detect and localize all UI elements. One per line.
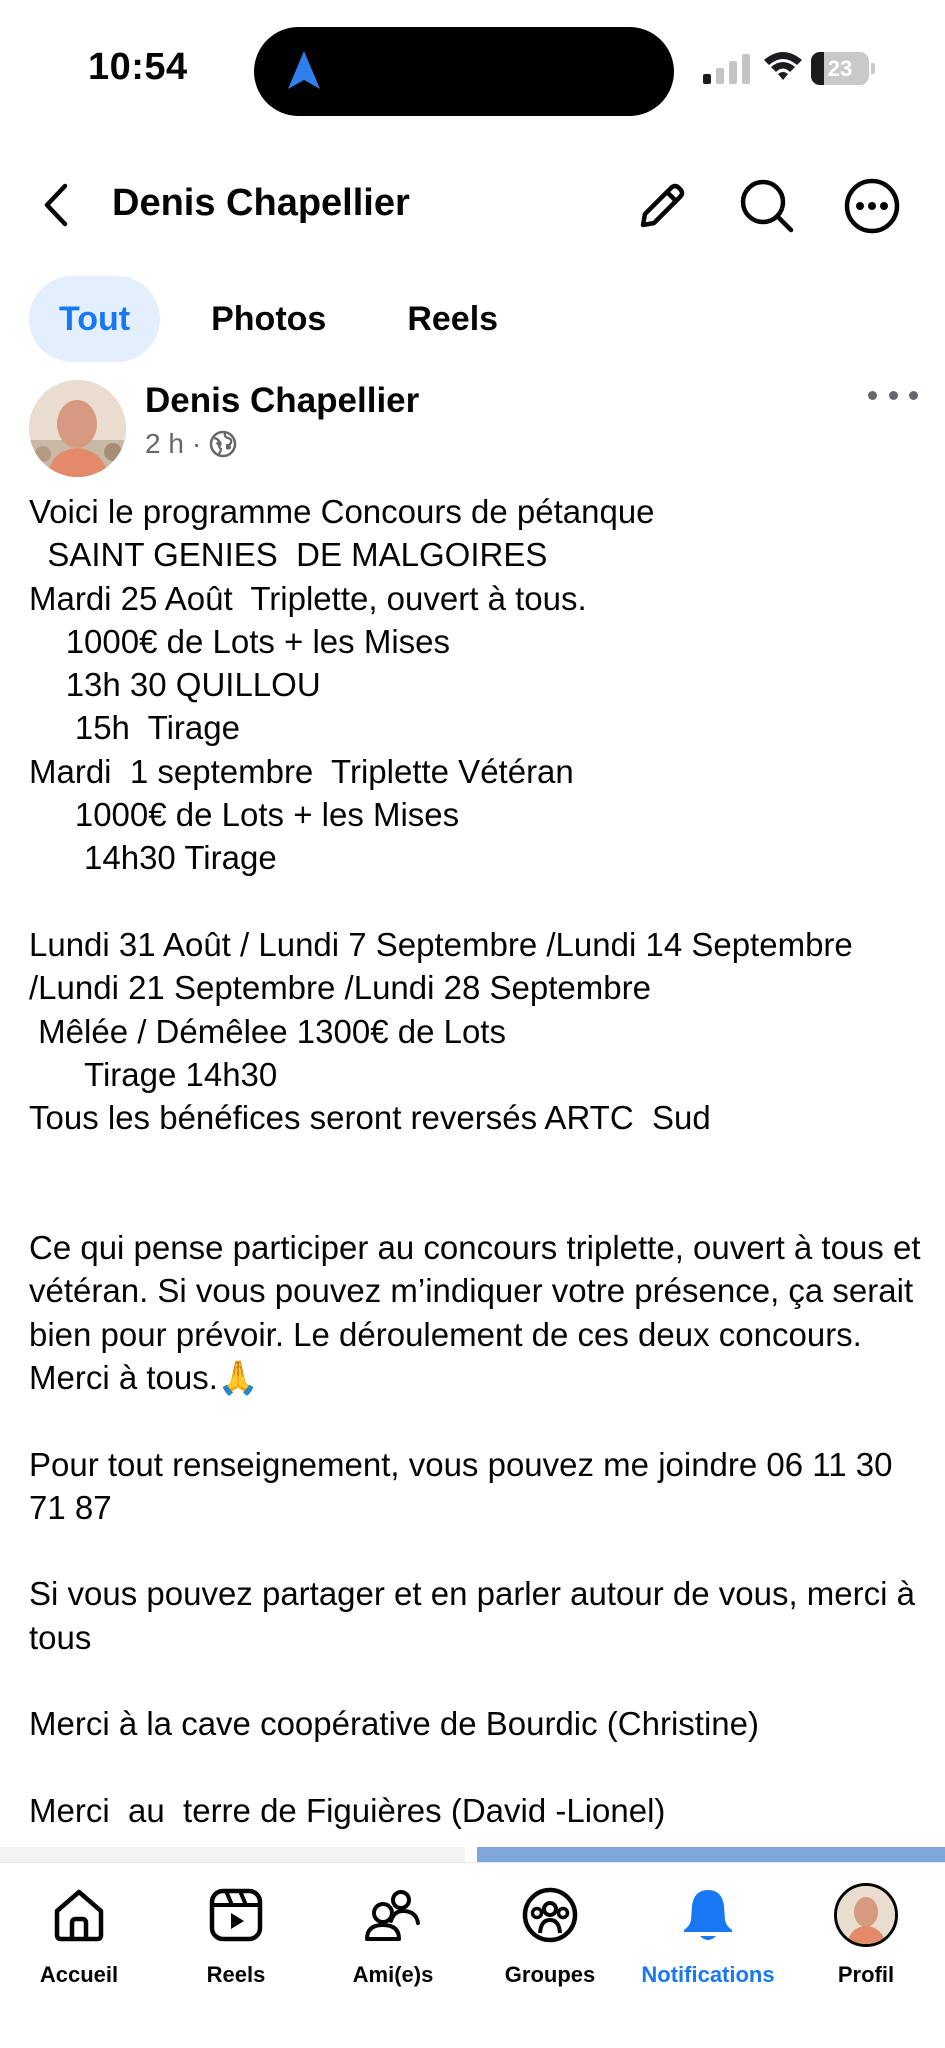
- profile-header: [0, 160, 945, 250]
- nav-amis[interactable]: [314, 1863, 472, 1987]
- nav-notifications[interactable]: [629, 1863, 787, 1987]
- dynamic-island: [254, 27, 674, 116]
- wifi-icon: [762, 48, 804, 84]
- post-meta: [145, 428, 237, 460]
- globe-icon: [209, 430, 237, 458]
- author-avatar[interactable]: [29, 380, 126, 477]
- status-time: 10:54: [88, 46, 188, 88]
- cellular-signal-icon: [703, 54, 751, 84]
- bottom-navigation: [0, 1862, 945, 2048]
- nav-label-amis: Ami(e)s: [352, 1962, 434, 1987]
- groups-icon: [521, 1886, 579, 1944]
- nav-groupes[interactable]: [471, 1863, 629, 1987]
- nav-accueil[interactable]: [0, 1863, 158, 1987]
- search-icon: [738, 177, 796, 235]
- nav-profil[interactable]: [787, 1863, 945, 1987]
- post-author-name[interactable]: Denis Chapellier: [145, 381, 420, 420]
- back-button[interactable]: [34, 180, 78, 230]
- nav-label-notifications: Notifications: [641, 1962, 775, 1987]
- meta-separator: ·: [191, 428, 202, 459]
- tab-photos[interactable]: Photos: [211, 300, 327, 338]
- home-icon: [51, 1887, 107, 1943]
- more-options-button[interactable]: [842, 176, 902, 236]
- friends-icon: [363, 1887, 423, 1943]
- nav-label-groupes: Groupes: [504, 1962, 596, 1987]
- more-circle-icon: [843, 177, 901, 235]
- post-more-button[interactable]: [868, 380, 918, 410]
- bell-icon: [680, 1886, 736, 1944]
- reels-icon: [208, 1887, 264, 1943]
- post-text: Voici le programme Concours de pétanque SAINT GENIES DE MALGOIRES Mardi 25 Août Triplette, ouvert à tous. 1000€ de Lots + les Mises 13h 30 QUILLOU 15h Tirage Mardi 1 septembre Triplette Vétéran 1000€ de Lots + les Mises 14h30 Tirage Lundi 31 Août / Lundi 7 Septembre /Lundi 14 Septembre /Lundi 21 Septembre /Lundi 28 Septembre Mêlée / Démêlee 1300€ de Lots Tirage 14h30 Tous les bénéfices seront reversés ARTC Sud Ce qui pense participer au concours triplette, ouvert à tous et vétéran. Si vous pouvez m’indiquer votre présence, ça serait bien pour prévoir. Le déroulement de ces deux concours. Merci à tous.🙏 Pour tout renseignement, vous pouvez me joindre 06 11 30 71 87 Si vous pouvez partager et en parler autour de vous, merci à tous Merci à la cave coopérative de Bourdic (Christine) Merci au terre de Figuières (David -Lionel): [29, 493, 921, 1829]
- post-timestamp[interactable]: 2 h: [145, 428, 184, 459]
- profile-avatar: [834, 1883, 898, 1947]
- tab-tout[interactable]: Tout: [29, 276, 160, 362]
- page-title: Denis Chapellier: [112, 182, 410, 224]
- avatar-photo: [29, 380, 126, 477]
- search-button[interactable]: [737, 176, 797, 236]
- edit-button[interactable]: [632, 176, 692, 236]
- battery-percentage: 23: [827, 56, 853, 81]
- pencil-icon: [635, 179, 689, 233]
- status-bar: [0, 0, 945, 140]
- nav-label-accueil: Accueil: [39, 1962, 119, 1987]
- battery-indicator: [811, 52, 875, 85]
- tab-reels[interactable]: Reels: [407, 300, 499, 338]
- profile-tabs: [29, 276, 549, 362]
- nav-label-profil: Profil: [837, 1962, 895, 1987]
- nav-label-reels: Reels: [206, 1962, 266, 1987]
- location-arrow-icon: [284, 49, 324, 93]
- chevron-left-icon: [41, 182, 71, 228]
- nav-reels[interactable]: [157, 1863, 315, 1987]
